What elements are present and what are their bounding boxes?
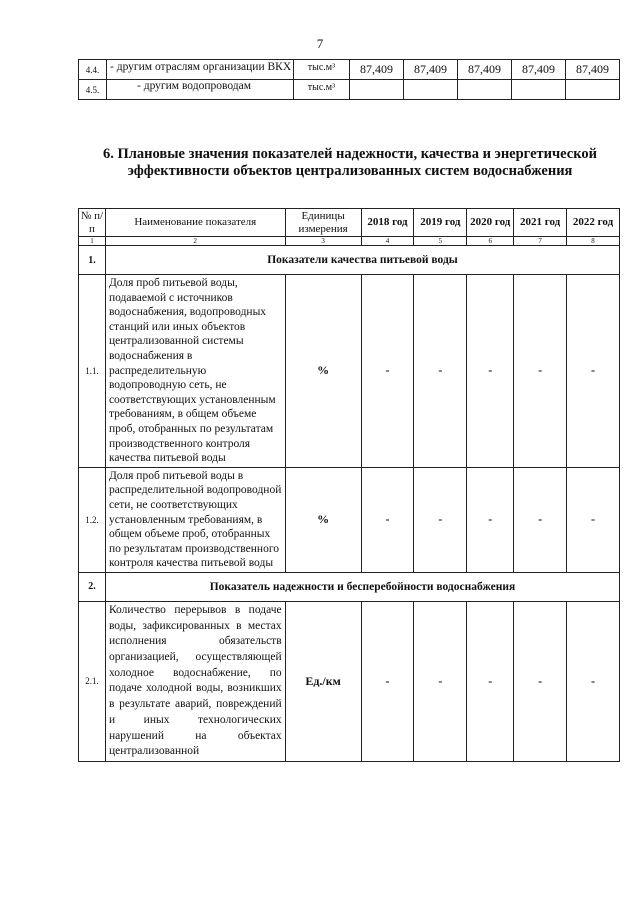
value-cell: - <box>514 601 567 761</box>
indicators-table <box>78 208 620 762</box>
header-year: 2021 год <box>514 209 567 237</box>
value-cell: - <box>567 275 620 468</box>
row-unit: % <box>285 467 361 572</box>
row-number: 4.5. <box>79 80 107 100</box>
value-cell: 87,409 <box>457 60 511 80</box>
col-index: 6 <box>467 237 514 246</box>
header-year: 2018 год <box>361 209 414 237</box>
value-cell: - <box>361 275 414 468</box>
section-row <box>79 572 620 601</box>
col-index: 3 <box>285 237 361 246</box>
col-index: 1 <box>79 237 106 246</box>
value-cell <box>403 80 457 100</box>
value-cell: - <box>361 601 414 761</box>
column-index-row <box>79 237 620 246</box>
value-cell <box>511 80 565 100</box>
value-cell: - <box>514 467 567 572</box>
row-number: 1.1. <box>79 275 106 468</box>
section-number: 1. <box>79 246 106 275</box>
row-unit: тыс.м³ <box>293 60 349 80</box>
value-cell <box>565 80 619 100</box>
col-index: 8 <box>567 237 620 246</box>
section-row <box>79 246 620 275</box>
row-unit: % <box>285 275 361 468</box>
table-row <box>79 80 620 100</box>
value-cell: - <box>467 275 514 468</box>
table-row <box>79 601 620 761</box>
section-heading: 6. Плановые значения показателей надежности, качества и энергетической эффективности объектов централизованных систем водоснабжения <box>103 146 597 179</box>
value-cell: - <box>567 601 620 761</box>
value-cell: - <box>414 275 467 468</box>
header-unit: Единицы измерения <box>285 209 361 237</box>
col-index: 4 <box>361 237 414 246</box>
header-year: 2020 год <box>467 209 514 237</box>
value-cell: 87,409 <box>350 60 404 80</box>
table-row <box>79 60 620 80</box>
row-number: 2.1. <box>79 601 106 761</box>
section-title: Показатель надежности и бесперебойности водоснабжения <box>105 572 619 601</box>
row-number: 1.2. <box>79 467 106 572</box>
section-number: 2. <box>79 572 106 601</box>
header-row <box>79 209 620 237</box>
value-cell: - <box>361 467 414 572</box>
row-name: Количество перерывов в подаче воды, зафиксированных в местах исполнения обязательств организацией, осуществляющей холодное водоснабжение, по подаче холодной воды, возникших в результате аварий, повреждений и иных технологических нарушений на объектах централизованной <box>108 603 282 758</box>
value-cell: - <box>567 467 620 572</box>
header-name: Наименование показателя <box>105 209 285 237</box>
page-number: 7 <box>316 36 324 51</box>
col-index: 2 <box>105 237 285 246</box>
header-year: 2019 год <box>414 209 467 237</box>
row-unit: тыс.м³ <box>293 80 349 100</box>
value-cell: - <box>414 467 467 572</box>
value-cell: 87,409 <box>511 60 565 80</box>
value-cell: 87,409 <box>403 60 457 80</box>
header-year: 2022 год <box>567 209 620 237</box>
value-cell: - <box>467 601 514 761</box>
header-num: № п/п <box>79 209 106 237</box>
section-title: Показатели качества питьевой воды <box>105 246 619 275</box>
row-number: 4.4. <box>79 60 107 80</box>
value-cell: - <box>467 467 514 572</box>
col-index: 5 <box>414 237 467 246</box>
value-cell <box>457 80 511 100</box>
col-index: 7 <box>514 237 567 246</box>
row-name: - другим отраслям организации ВКХ <box>110 61 292 73</box>
row-name: Доля проб питьевой воды в распределительной водопроводной сети, не соответствующих установленным требованиям, в общем объеме проб, отобранных по результатам производственного контроля качества питьевой воды <box>105 467 285 572</box>
table-row <box>79 467 620 572</box>
value-cell <box>350 80 404 100</box>
value-cell: - <box>514 275 567 468</box>
table-row <box>79 275 620 468</box>
row-unit: Ед./км <box>285 601 361 761</box>
row-name: - другим водопроводам <box>137 80 251 92</box>
value-cell: 87,409 <box>565 60 619 80</box>
value-cell: - <box>414 601 467 761</box>
top-table <box>78 59 620 100</box>
row-name: Доля проб питьевой воды, подаваемой с источников водоснабжения, водопроводных станций или иных объектов централизованной системы водоснабжения в распределительную водопроводную сеть, не соответствующих установленным требованиям, в общем объеме проб, отобранных по результатам производственного контроля качества питьевой воды <box>105 275 285 468</box>
